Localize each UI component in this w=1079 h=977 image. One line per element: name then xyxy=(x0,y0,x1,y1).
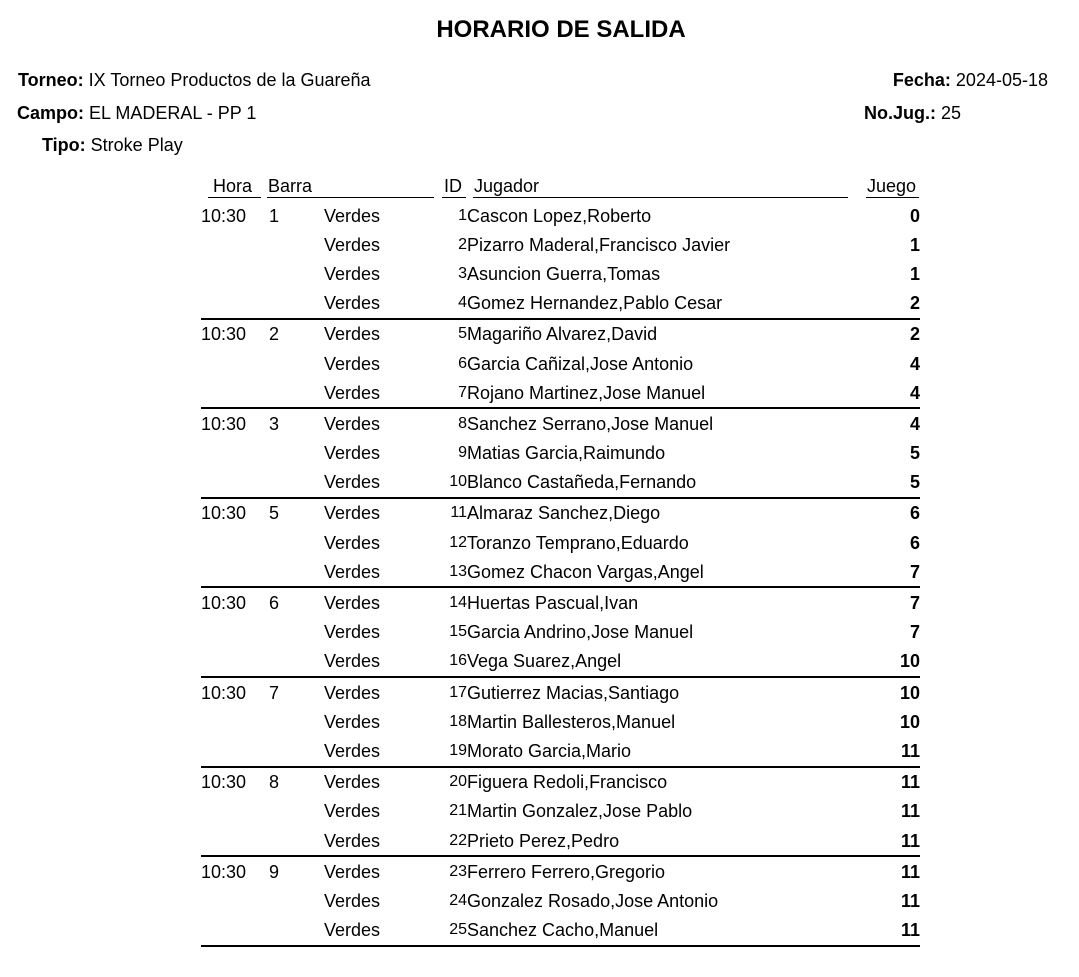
tee-color: Verdes xyxy=(324,890,381,911)
player-handicap: 4 xyxy=(909,413,920,434)
torneo-label: Torneo: xyxy=(18,70,84,90)
tee-color: Verdes xyxy=(324,353,381,374)
table-row xyxy=(201,677,920,707)
tee-color: Verdes xyxy=(324,263,381,284)
tee-number xyxy=(269,378,324,408)
player-id: 11 xyxy=(450,504,467,522)
player-id: 17 xyxy=(449,683,467,701)
tee-time xyxy=(201,378,269,408)
campo-row xyxy=(17,103,256,124)
tee-color: Verdes xyxy=(324,234,381,255)
table-row xyxy=(201,797,920,826)
player-name: Martin Gonzalez,Jose Pablo xyxy=(467,801,693,822)
tee-time: 10:30 xyxy=(201,205,247,226)
player-handicap: 10 xyxy=(847,647,920,677)
tee-time: 10:30 xyxy=(201,593,247,614)
table-row xyxy=(201,707,920,736)
header-underline xyxy=(473,197,848,198)
tee-color: Verdes xyxy=(324,711,381,732)
tee-time: 10:30 xyxy=(201,682,247,703)
fecha-label: Fecha: xyxy=(892,70,951,90)
tee-time: 10:30 xyxy=(201,772,247,793)
player-name: Sanchez Serrano,Jose Manuel xyxy=(467,413,714,434)
table-row xyxy=(201,259,920,288)
header-underline xyxy=(267,197,434,198)
table-row xyxy=(201,201,920,230)
tee-time xyxy=(201,618,269,647)
tee-number xyxy=(269,557,324,587)
tee-number: 8 xyxy=(269,772,280,793)
player-id: 13 xyxy=(437,557,467,587)
campo-label: Campo: xyxy=(17,103,84,123)
player-id: 24 xyxy=(449,891,467,909)
player-handicap: 11 xyxy=(847,736,920,766)
tee-color: Verdes xyxy=(324,468,437,498)
tee-number xyxy=(269,647,324,677)
player-handicap: 11 xyxy=(900,890,920,911)
tee-color: Verdes xyxy=(324,736,437,766)
tee-time xyxy=(201,826,269,856)
table-row xyxy=(201,826,920,856)
tee-color: Verdes xyxy=(324,443,381,464)
player-name: Prieto Perez,Pedro xyxy=(467,826,847,856)
player-name: Magariño Alvarez,David xyxy=(467,324,658,345)
player-name: Asuncion Guerra,Tomas xyxy=(467,263,661,284)
tee-color: Verdes xyxy=(324,647,437,677)
tee-color: Verdes xyxy=(324,413,381,434)
player-handicap: 1 xyxy=(909,263,920,284)
player-id: 10 xyxy=(437,468,467,498)
player-id: 3 xyxy=(458,264,467,282)
tee-number xyxy=(269,230,324,259)
nojug-label: No.Jug.: xyxy=(864,103,936,123)
tee-color: Verdes xyxy=(324,557,437,587)
player-id: 6 xyxy=(458,354,467,372)
tee-number xyxy=(269,528,324,557)
player-id: 9 xyxy=(458,444,467,462)
tee-number xyxy=(269,886,324,915)
player-handicap: 11 xyxy=(900,861,920,882)
tee-time xyxy=(201,439,269,468)
campo-value: EL MADERAL - PP 1 xyxy=(89,103,257,123)
player-name: Gomez Chacon Vargas,Angel xyxy=(467,557,847,587)
tee-time xyxy=(201,349,269,378)
schedule-table xyxy=(201,201,920,947)
player-id: 21 xyxy=(449,802,467,820)
player-name: Ferrero Ferrero,Gregorio xyxy=(467,861,666,882)
player-handicap: 11 xyxy=(847,916,920,946)
fecha-value: 2024-05-18 xyxy=(955,70,1048,90)
player-handicap: 11 xyxy=(900,772,920,793)
tee-color: Verdes xyxy=(324,772,381,793)
tee-time xyxy=(201,468,269,498)
tee-color: Verdes xyxy=(324,205,381,226)
tee-number xyxy=(269,797,324,826)
player-handicap: 10 xyxy=(899,682,920,703)
player-id: 20 xyxy=(449,773,467,791)
col-header-id: ID xyxy=(444,176,462,196)
tee-color: Verdes xyxy=(324,916,437,946)
player-handicap: 7 xyxy=(847,557,920,587)
tipo-row xyxy=(42,135,183,156)
player-id: 2 xyxy=(458,235,467,253)
player-handicap: 2 xyxy=(909,324,920,345)
tee-time: 10:30 xyxy=(201,413,247,434)
player-id: 14 xyxy=(449,594,467,612)
player-name: Sanchez Cacho,Manuel xyxy=(467,916,847,946)
tee-time xyxy=(201,886,269,915)
table-row xyxy=(201,408,920,438)
player-name: Almaraz Sanchez,Diego xyxy=(467,503,661,524)
player-handicap: 6 xyxy=(909,503,920,524)
table-row xyxy=(201,289,920,319)
table-row xyxy=(201,618,920,647)
player-name: Toranzo Temprano,Eduardo xyxy=(467,532,689,553)
player-name: Martin Ballesteros,Manuel xyxy=(467,711,676,732)
player-name: Garcia Andrino,Jose Manuel xyxy=(467,622,694,643)
tee-number xyxy=(269,736,324,766)
player-name: Vega Suarez,Angel xyxy=(467,647,847,677)
player-name: Blanco Castañeda,Fernando xyxy=(467,468,847,498)
col-header-barra: Barra xyxy=(268,176,313,196)
player-id: 15 xyxy=(449,623,467,641)
player-handicap: 1 xyxy=(909,234,920,255)
tee-color: Verdes xyxy=(324,503,381,524)
table-row xyxy=(201,587,920,617)
table-row xyxy=(201,528,920,557)
player-handicap: 0 xyxy=(909,205,920,226)
table-row xyxy=(201,468,920,498)
player-id: 1 xyxy=(458,206,467,224)
player-id: 22 xyxy=(437,826,467,856)
tee-color: Verdes xyxy=(324,861,381,882)
player-id: 19 xyxy=(437,736,467,766)
tee-number xyxy=(269,707,324,736)
player-id: 25 xyxy=(437,916,467,946)
tee-time xyxy=(201,289,269,319)
player-name: Pizarro Maderal,Francisco Javier xyxy=(467,234,731,255)
tee-number: 5 xyxy=(269,503,280,524)
tee-color: Verdes xyxy=(324,826,437,856)
table-row xyxy=(201,378,920,408)
table-row xyxy=(201,767,920,797)
tee-number: 3 xyxy=(269,413,280,434)
player-id: 5 xyxy=(458,325,467,343)
page-title: HORARIO DE SALIDA xyxy=(436,16,686,43)
table-row xyxy=(201,736,920,766)
tee-color: Verdes xyxy=(324,324,381,345)
tee-number xyxy=(269,439,324,468)
tee-time xyxy=(201,259,269,288)
player-name: Matias Garcia,Raimundo xyxy=(467,443,666,464)
tee-time: 10:30 xyxy=(201,324,247,345)
tee-time xyxy=(201,230,269,259)
schedule-body xyxy=(201,201,920,946)
tee-number: 2 xyxy=(269,324,280,345)
table-row xyxy=(201,916,920,946)
player-id: 16 xyxy=(437,647,467,677)
player-handicap: 2 xyxy=(847,289,920,319)
player-handicap: 7 xyxy=(909,622,920,643)
tee-number: 1 xyxy=(269,205,280,226)
tee-number xyxy=(269,618,324,647)
player-name: Rojano Martinez,Jose Manuel xyxy=(467,378,847,408)
player-id: 18 xyxy=(449,712,467,730)
tipo-value: Stroke Play xyxy=(90,135,183,155)
header-underline xyxy=(442,197,466,198)
table-row xyxy=(201,647,920,677)
fecha-row xyxy=(893,70,1048,91)
tee-time xyxy=(201,797,269,826)
tee-number xyxy=(269,349,324,378)
tee-number xyxy=(269,468,324,498)
player-id: 8 xyxy=(458,414,467,432)
torneo-value: IX Torneo Productos de la Guareña xyxy=(88,70,371,90)
player-id: 4 xyxy=(437,289,467,319)
tee-number xyxy=(269,259,324,288)
tee-time xyxy=(201,736,269,766)
tee-number: 7 xyxy=(269,682,280,703)
player-handicap: 4 xyxy=(847,378,920,408)
player-handicap: 10 xyxy=(899,711,920,732)
table-row xyxy=(201,230,920,259)
tee-time xyxy=(201,916,269,946)
player-handicap: 4 xyxy=(909,353,920,374)
tee-color: Verdes xyxy=(324,289,437,319)
tee-time xyxy=(201,707,269,736)
player-handicap: 6 xyxy=(909,532,920,553)
table-row xyxy=(201,557,920,587)
player-name: Gutierrez Macias,Santiago xyxy=(467,682,680,703)
player-name: Morato Garcia,Mario xyxy=(467,736,847,766)
tee-number xyxy=(269,289,324,319)
tee-time xyxy=(201,647,269,677)
player-name: Figuera Redoli,Francisco xyxy=(467,772,668,793)
tee-time: 10:30 xyxy=(201,861,247,882)
col-header-jugador: Jugador xyxy=(474,176,540,196)
tee-time: 10:30 xyxy=(201,503,247,524)
player-name: Gonzalez Rosado,Jose Antonio xyxy=(467,890,719,911)
tee-time xyxy=(201,557,269,587)
tee-color: Verdes xyxy=(324,532,381,553)
table-row xyxy=(201,498,920,528)
tee-color: Verdes xyxy=(324,378,437,408)
player-handicap: 5 xyxy=(847,468,920,498)
tee-time xyxy=(201,528,269,557)
tee-color: Verdes xyxy=(324,622,381,643)
table-row xyxy=(201,856,920,886)
tee-number: 9 xyxy=(269,861,280,882)
tipo-label: Tipo: xyxy=(42,135,86,155)
table-row xyxy=(201,439,920,468)
table-row xyxy=(201,349,920,378)
nojug-value: 25 xyxy=(941,103,962,123)
table-row xyxy=(201,319,920,349)
player-id: 7 xyxy=(437,378,467,408)
table-row xyxy=(201,886,920,915)
player-handicap: 5 xyxy=(909,443,920,464)
player-id: 23 xyxy=(449,862,467,880)
tee-color: Verdes xyxy=(324,801,381,822)
torneo-row xyxy=(18,70,371,91)
tee-number: 6 xyxy=(269,593,280,614)
player-name: Huertas Pascual,Ivan xyxy=(467,593,639,614)
player-handicap: 7 xyxy=(909,593,920,614)
col-header-juego: Juego xyxy=(867,176,917,196)
nojug-row xyxy=(864,103,961,124)
col-header-hora: Hora xyxy=(213,176,253,196)
tee-number xyxy=(269,826,324,856)
tee-number xyxy=(269,916,324,946)
header-underline xyxy=(866,197,919,198)
player-handicap: 11 xyxy=(900,801,920,822)
tee-color: Verdes xyxy=(324,682,381,703)
player-name: Cascon Lopez,Roberto xyxy=(467,205,652,226)
player-name: Garcia Cañizal,Jose Antonio xyxy=(467,353,694,374)
player-name: Gomez Hernandez,Pablo Cesar xyxy=(467,289,847,319)
player-handicap: 11 xyxy=(847,826,920,856)
tee-color: Verdes xyxy=(324,593,381,614)
header-underline xyxy=(208,197,261,198)
player-id: 12 xyxy=(449,533,467,551)
